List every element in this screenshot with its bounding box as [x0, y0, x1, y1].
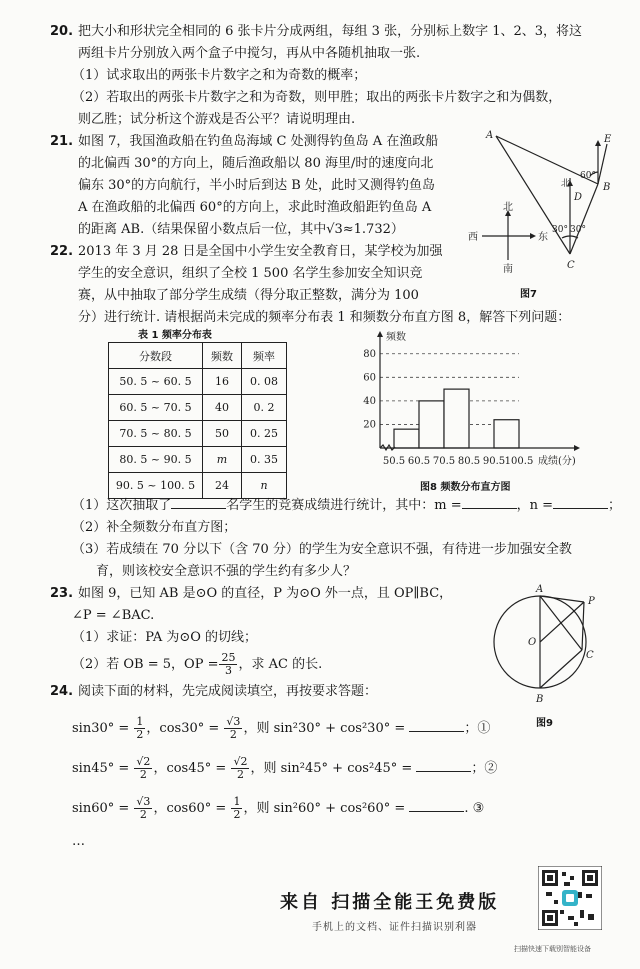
row1-cos: ，cos30° = [146, 721, 220, 736]
table-cell: 60. 5 ~ 70. 5 [109, 395, 203, 421]
label-d: D [574, 192, 583, 203]
q22-sub1-text-d: ； [608, 498, 622, 513]
label-e: E [604, 134, 612, 145]
q20-number: 20. [50, 24, 74, 39]
q21-line2: 的北偏西 30°的方向上，随后渔政船以 80 海里/时的速度向北 [78, 156, 434, 171]
q22-line2: 学生的安全意识，组织了全校 1 500 名学生参加安全知识竞 [78, 266, 423, 281]
row2-sin: sin45° = [72, 761, 130, 776]
x-tick-label: 80.5 [457, 456, 481, 467]
y-tick-label: 20 [363, 419, 376, 431]
fraction-denominator: 2 [236, 768, 244, 781]
x-tick-label: 60.5 [407, 456, 431, 467]
figure-7-caption: 图7 [520, 289, 537, 300]
histogram-bar [444, 389, 469, 448]
fraction-denominator: 2 [233, 808, 241, 821]
q22-sub1-text-c: ，n = [516, 498, 554, 513]
table-row [109, 447, 287, 473]
compass-east: 东 [538, 232, 548, 243]
answer-blank[interactable] [171, 496, 226, 509]
row3-sin: sin60° = [72, 801, 130, 816]
q23-line1: 如图 9，已知 AB 是⊙O 的直径，P 为⊙O 外一点，且 OP∥BC， [78, 586, 453, 601]
north-label-c: 北 [561, 179, 571, 189]
fraction [231, 796, 242, 821]
q22-sub1-text-b: 名学生的竞赛成绩进行统计，其中：m = [226, 498, 462, 513]
table-cell: 40 [203, 395, 242, 421]
q20-line4: （2）若取出的两张卡片数字之和为奇数，则甲胜；取出的两张卡片数字之和为偶数， [72, 90, 562, 105]
row3-cos: ，cos60° = [153, 801, 227, 816]
q20-line1: 把大小和形状完全相同的 6 张卡片分成两组，每组 3 张，分别标上数字 1、2、3，将这 [78, 24, 583, 39]
histogram-bar [494, 420, 519, 448]
answer-blank-3[interactable] [409, 799, 464, 812]
table-header: 频数 [203, 343, 242, 369]
figure-9 [476, 580, 616, 710]
q23-line4-text-a: （2）若 OB = 5，OP = [72, 657, 219, 672]
fraction-denominator: 2 [229, 728, 237, 741]
q24-row2 [72, 756, 497, 781]
q23-number: 23. [50, 586, 74, 601]
q22-number: 22. [50, 244, 74, 259]
table-row [109, 421, 287, 447]
angle-30-left: 30° [552, 225, 568, 235]
fraction-numerator: √3 [226, 715, 241, 728]
line-op [540, 602, 584, 642]
y-tick-label: 80 [363, 348, 376, 360]
line-ac [540, 596, 582, 650]
qr-note: 扫描快速下载别智能设备 [514, 945, 591, 953]
compass-west: 西 [468, 232, 478, 243]
label-a: A [536, 584, 544, 595]
q22-sub1-text-a: （1）这次抽取了 [72, 498, 172, 513]
table-cell: 70. 5 ~ 80. 5 [109, 421, 203, 447]
q22-line4: 分）进行统计. 请根据尚未完成的频率分布表 1 和频数分布直方图 8，解答下列问题： [78, 310, 571, 325]
fraction [231, 756, 249, 781]
table-row [109, 395, 287, 421]
table-cell: 80. 5 ~ 90. 5 [109, 447, 203, 473]
label-c: C [567, 260, 575, 271]
answer-blank-n[interactable] [553, 496, 608, 509]
fraction-denominator: 3 [224, 664, 232, 677]
q21-number: 21. [50, 134, 74, 149]
fraction-numerator: √2 [233, 755, 248, 768]
row1-sum: ，则 sin²30° + cos²30° = [243, 721, 406, 736]
q20-line3: （1）试求取出的两张卡片数字之和为奇数的概率； [72, 68, 367, 83]
fraction [224, 716, 242, 741]
table-row [109, 473, 287, 499]
q20-line5: 则乙胜；试分析这个游戏是否公平？请说明理由. [78, 112, 356, 127]
scanner-watermark-title: 来自 扫描全能王免费版 [280, 892, 500, 913]
label-b: B [603, 182, 611, 193]
table-cell: 16 [203, 369, 242, 395]
table-cell: 90. 5 ~ 100. 5 [109, 473, 203, 499]
histogram-bar [394, 429, 419, 448]
table-cell: 50. 5 ~ 60. 5 [109, 369, 203, 395]
fraction-numerator: √2 [136, 755, 151, 768]
fraction [134, 716, 145, 741]
q21-line3: 偏东 30°的方向航行，半小时后到达 B 处，此时又测得钓鱼岛 [78, 178, 435, 193]
fraction-numerator: √3 [136, 795, 151, 808]
q23-line3: （1）求证：PA 为⊙O 的切线； [72, 630, 258, 645]
row3-marker: . ③ [464, 801, 485, 816]
q24-number: 24. [50, 684, 74, 699]
compass-south: 南 [503, 264, 513, 275]
q22-sub3a: （3）若成绩在 70 分以下（含 70 分）的学生为安全意识不强，有待进一步加强安全教 [72, 542, 572, 557]
q23-line2: ∠P = ∠BAC. [72, 608, 155, 623]
x-tick-label: 70.5 [432, 456, 456, 467]
table-cell: 24 [203, 473, 242, 499]
fraction [219, 652, 237, 677]
x-axis-label: 成绩(分) [538, 456, 576, 467]
fraction [134, 756, 152, 781]
compass-icon [468, 200, 558, 280]
q22-line1: 2013 年 3 月 28 日是全国中小学生安全教育日，某学校为加强 [78, 244, 443, 259]
table-1-caption: 表 1 频率分布表 [138, 330, 212, 341]
answer-blank-1[interactable] [409, 719, 464, 732]
label-a: A [486, 130, 494, 141]
angle-30-right: 30° [570, 225, 586, 235]
fraction-numerator: 1 [136, 715, 144, 728]
line-be [598, 144, 607, 184]
fraction [134, 796, 152, 821]
q24-line1: 阅读下面的材料，先完成阅读填空，再按要求答题： [78, 684, 378, 699]
q21-line4: A 在渔政船的北偏西 60°的方向上，求此时渔政船距钓鱼岛 A [78, 200, 432, 215]
frequency-table [108, 342, 287, 499]
qr-code-icon [538, 866, 602, 930]
x-tick-label: 90.5 [482, 456, 506, 467]
table-cell: 0. 2 [242, 395, 287, 421]
table-header-row [109, 343, 287, 369]
q23-line4 [72, 652, 322, 677]
y-tick-label: 60 [363, 372, 376, 384]
row3-sum: ，则 sin²60° + cos²60° = [243, 801, 406, 816]
label-c: C [586, 650, 594, 661]
label-b: B [536, 694, 544, 705]
y-tick-label: 40 [363, 395, 376, 407]
answer-blank-2[interactable] [416, 759, 471, 772]
histogram-bar [419, 401, 444, 448]
table-cell: 0. 25 [242, 421, 287, 447]
row2-cos: ，cos45° = [153, 761, 227, 776]
q23-line4-text-b: ，求 AC 的长. [238, 657, 323, 672]
row2-marker: ；② [471, 761, 498, 776]
x-tick-label: 100.5 [504, 456, 534, 467]
scanner-watermark-subtitle: 手机上的文档、证件扫描识别利器 [312, 922, 477, 933]
table-cell: 0. 35 [242, 447, 287, 473]
row1-sin: sin30° = [72, 721, 130, 736]
fraction-denominator: 2 [139, 808, 147, 821]
q20-line2: 两组卡片分别放入两个盒子中搅匀，再从中各随机抽取一张. [78, 46, 421, 61]
figure-8-caption: 图8 频数分布直方图 [420, 482, 511, 493]
q22-line3: 赛，从中抽取了部分学生成绩（得分取正整数，满分为 100 [78, 288, 419, 303]
answer-blank-m[interactable] [462, 496, 517, 509]
table-header: 频率 [242, 343, 287, 369]
histogram-bars [394, 389, 519, 448]
histogram-figure-8 [348, 328, 620, 478]
q22-sub3b: 育，则该校安全意识不强的学生约有多少人？ [96, 564, 357, 579]
fraction-denominator: 2 [136, 728, 144, 741]
angle-60: 60° [580, 171, 596, 181]
q21-line5: 的距离 AB.（结果保留小数点后一位，其中√3≈1.732） [78, 222, 404, 237]
table-cell: 0. 08 [242, 369, 287, 395]
x-tick-label: 50.5 [382, 456, 406, 467]
label-p: P [588, 596, 595, 607]
row2-sum: ，则 sin²45° + cos²45° = [250, 761, 413, 776]
y-axis-label: 频数 [386, 332, 406, 343]
table-row [109, 369, 287, 395]
q21-line1: 如图 7，我国渔政船在钓鱼岛海域 C 处测得钓鱼岛 A 在渔政船 [78, 134, 439, 149]
compass-north: 北 [503, 202, 513, 213]
figure-9-caption: 图9 [536, 718, 553, 729]
table-cell: 50 [203, 421, 242, 447]
fraction-denominator: 2 [139, 768, 147, 781]
fraction-numerator: 1 [233, 795, 241, 808]
q22-sub2: （2）补全频数分布直方图； [72, 520, 237, 535]
q22-sub1 [72, 496, 621, 516]
table-cell: m [203, 447, 242, 473]
q24-row3 [72, 796, 484, 821]
table-cell: n [242, 473, 287, 499]
q24-dots: … [72, 834, 85, 849]
label-o: O [528, 637, 537, 648]
table-header: 分数段 [109, 343, 203, 369]
q24-row1 [72, 716, 490, 741]
fraction-numerator: 25 [221, 651, 236, 664]
row1-marker: ；① [464, 721, 491, 736]
